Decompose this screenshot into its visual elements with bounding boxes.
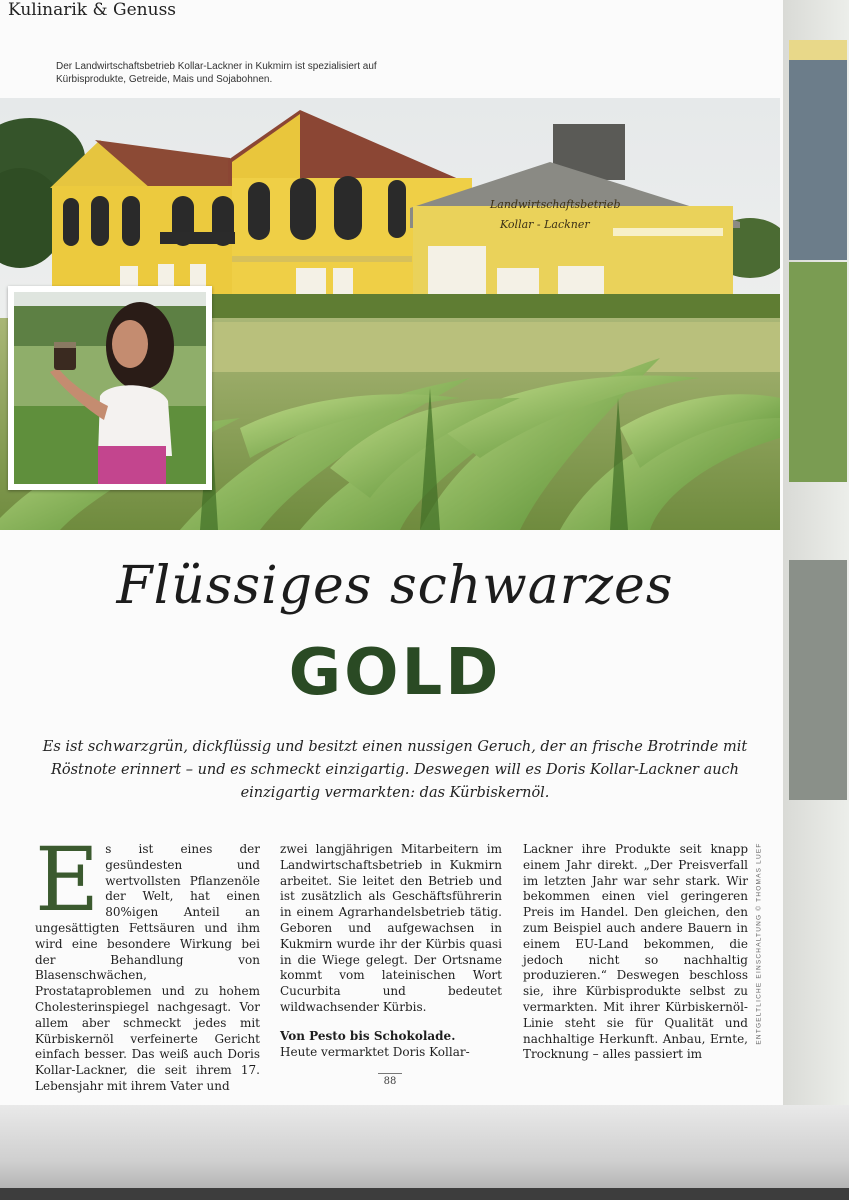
body-column-3 bbox=[523, 842, 748, 1063]
body-column-2-text-after: Heute vermarktet Doris Kollar- bbox=[280, 1044, 470, 1059]
side-credit bbox=[754, 830, 766, 1060]
section-label: Kulinarik & Genuss bbox=[8, 0, 177, 20]
adjacent-page-photo bbox=[789, 60, 847, 260]
subheading: Von Pesto bis Schokolade. bbox=[280, 1028, 456, 1043]
side-credit-text: ENTGELTLICHE EINSCHALTUNG © THOMAS LUEF bbox=[755, 842, 763, 1045]
body-column-3-text: Lackner ihre Produkte seit knapp einem Jahr direkt. „Der Preisverfall im letzten Jahr war sehr stark. Wir bekommen einen viel geringeren Preis im Handel. Den gleichen, den zum Beispiel auch andere Bauern in einem EU-Land bekommen, die jedoch nicht so nachhaltig produzieren.“ Deswegen beschloss sie, ihre Kürbisprodukte selbst zu vermarkten. Mit ihrer Kürbiskernöl-Linie steht sie für Qualität und nachhaltige Herkunft. Anbau, Ernte, Trocknung – alles passiert im bbox=[523, 842, 748, 1062]
photo-caption: Der Landwirtschaftsbetrieb Kollar-Lackner in Kukmirn ist spezialisiert auf Kürbisprodukte, Getreide, Mais und Sojabohnen. bbox=[56, 61, 377, 85]
woman-portrait-photo bbox=[8, 286, 212, 490]
adjacent-page-block bbox=[789, 40, 847, 60]
body-column-2 bbox=[280, 842, 502, 1060]
page-number-rule bbox=[378, 1073, 402, 1074]
scan-shadow bbox=[0, 1105, 849, 1200]
scan-edge bbox=[0, 1188, 849, 1200]
adjacent-page-edge bbox=[783, 0, 849, 1105]
drop-cap: E bbox=[35, 828, 100, 931]
body-column-1-text: s ist eines der gesündesten und wertvollsten Pflanzenöle der Welt, hat einen 80%igen Anteil an ungesättigten Fettsäuren und ihm wird eine besondere Wirkung bei der Behandlung von Blasenschwächen, Prostataproblemen und zu hohem Cholesterinspiegel nachgesagt. Vor allem aber schmeckt jedes mit Kürbiskernöl verfeinerte Gericht einfach besser. Das weiß auch Doris Kollar-Lackner, die seit ihrem 17. Lebensjahr mit ihrem Vater und bbox=[35, 842, 260, 1093]
inset-portrait-photo bbox=[8, 286, 212, 490]
headline: Flüssiges schwarzes bbox=[116, 556, 674, 616]
page-number: 88 bbox=[383, 1076, 397, 1087]
adjacent-page-photo bbox=[789, 262, 847, 482]
building-sign-line2: Kollar - Lackner bbox=[500, 218, 590, 231]
body-column-1 bbox=[35, 828, 260, 1095]
building-sign-line1: Landwirtschaftsbetrieb bbox=[490, 198, 621, 211]
headline-emphasis: GOLD bbox=[288, 636, 502, 710]
body-column-2-text: zwei langjährigen Mitarbeitern im Landwirtschaftsbetrieb in Kukmirn arbeitet. Sie leitet den Betrieb und ist zusätzlich als Geschäftsführerin in einem Agrarhandelsbetrieb tätig. Geboren und aufgewachsen in Kukmirn wurde ihr der Kürbis quasi in die Wiege gelegt. Der Ortsname kommt vom lateinischen Wort Cucurbita und bedeutet wildwachsender Kürbis. bbox=[280, 842, 502, 1014]
lead-paragraph: Es ist schwarzgrün, dickflüssig und besitzt einen nussigen Geruch, der an frische Brotrinde mit Röstnote erinnert – und es schmeckt einzigartig. Deswegen will es Doris Kollar-Lackner auch einzigartig vermarkten: das Kürbiskernöl. bbox=[42, 739, 748, 801]
adjacent-page-photo bbox=[789, 560, 847, 800]
